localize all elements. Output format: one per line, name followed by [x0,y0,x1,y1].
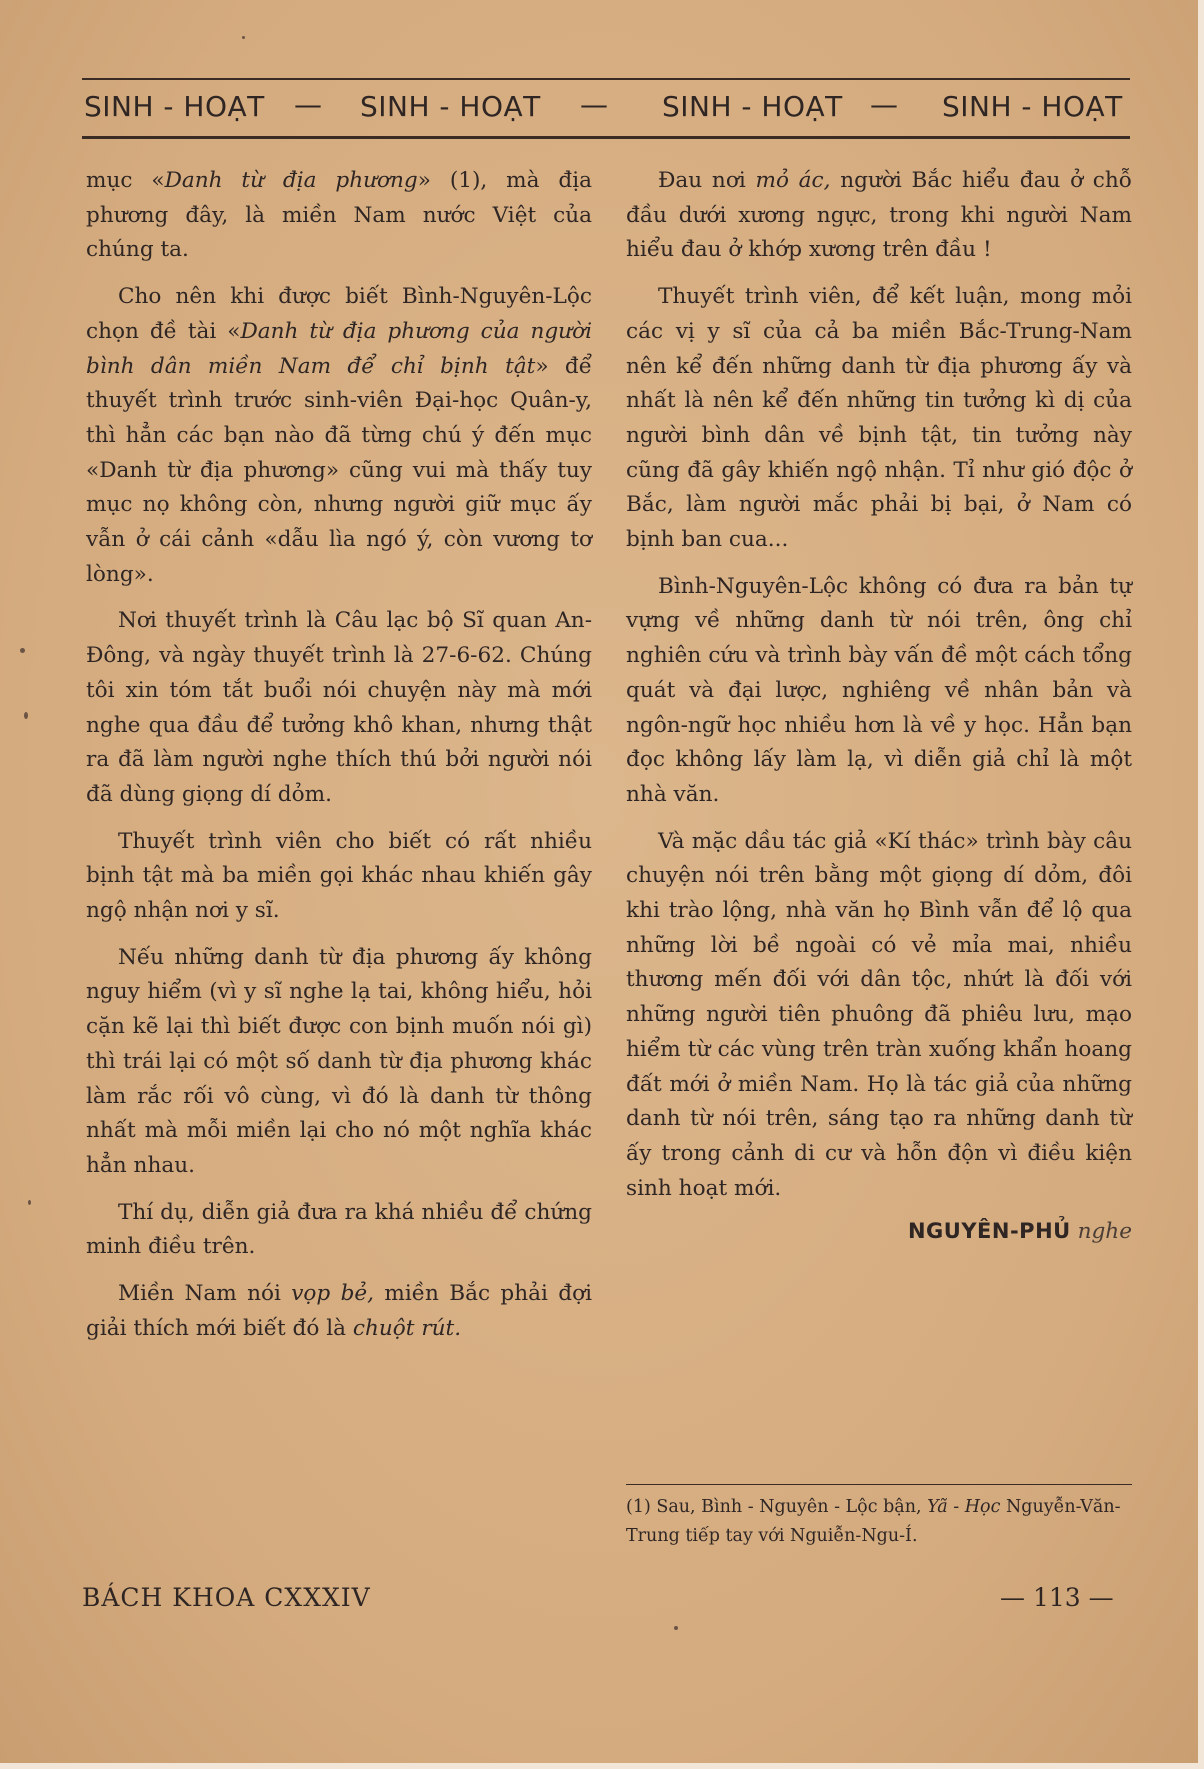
left-paragraph-5: Nếu những danh từ địa phương ấy không nguy hiểm (vì y sĩ nghe lạ tai, không hiểu, hỏi cặn kẽ lại thì biết được con bịnh muốn nói gì) thì trái lại có một số danh từ địa phương khác làm rắc rối vô cùng, vì đó là danh từ thông nhất mà mỗi miền lại cho nó một nghĩa khác hẳn nhau. [86,944,592,1178]
left-column [86,164,592,1359]
header-section-3: SINH - HOẠT [662,90,843,123]
right-paragraph-1 [626,164,1132,268]
publication-footer: BÁCH KHOA CXXXIV [82,1583,371,1612]
footnote-mark: (1) [626,1497,651,1517]
left-paragraph-4: Thuyết trình viên cho biết có rất nhiều bịnh tật mà ba miền gọi khác nhau khiến gây ngộ nhận nơi y sĩ. [86,828,592,924]
text-run: mục « [86,168,165,193]
right-column [626,164,1132,1250]
right-paragraph-3: Bình-Nguyên-Lộc không có đưa ra bản tự vựng về những danh từ nói trên, ông chỉ nghiên cứu và trình bày vấn đề một cách tổng quát và đại lược, nghiêng về nhân bản và ngôn-ngữ học nhiều hơn là về y học. Hẳn bạn đọc không lấy làm lạ, vì diễn giả chỉ là một nhà văn. [626,573,1132,807]
italic-term: Danh từ địa phương [164,168,418,193]
paper-speck [20,648,25,653]
right-paragraph-2: Thuyết trình viên, để kết luận, mong mỏi các vị y sĩ của cả ba miền Bắc-Trung-Nam nên kể đến những danh từ địa phương ấy và nhất là nên kể đến những tin tưởng kì dị của người bình dân về bịnh tật, tin tưởng này cũng đã gây khiến ngộ nhận. Tỉ như gió độc ở Bắc, làm người mắc phải bị bại, ở Nam có bịnh ban cua... [626,284,1132,553]
footnote-divider [626,1484,1132,1485]
text-run: Miền Nam nói [118,1281,292,1307]
author-signature [626,1214,1132,1250]
text-run: » để thuyết trình trước sinh-viên Đại-học Quân-y, thì hẳn các bạn nào đã từng chú ý đến mục «Danh từ địa phương» cũng vui mà thấy tuy mục nọ không còn, nhưng người giữ mục ấy vẫn ở cái cảnh «dẫu lìa ngó ý, còn vương tơ lòng». [86,353,592,587]
left-paragraph-6: Thí dụ, diễn giả đưa ra khá nhiều để chứng minh điều trên. [86,1199,592,1260]
header-section-2: SINH - HOẠT [360,90,541,123]
header-section-1: SINH - HOẠT [84,90,265,123]
italic-term: chuột rút. [352,1315,462,1341]
header-dash-3: — [870,88,899,121]
header-section-4: SINH - HOẠT [942,90,1123,123]
footnote-italic-name: Yã - Học [927,1497,1001,1517]
header-dash-2: — [580,88,609,121]
footnote-text: Nguyễn-Văn-Trung tiếp tay với Nguiễn-Ngu-Í. [626,1497,1121,1546]
text-run: miền Bắc phải đợi giải thích mới biết đó là [86,1281,592,1341]
author-verb: nghe [1077,1219,1132,1245]
header-dash-1: — [294,88,323,121]
italic-topic: Danh từ địa phương của người bình dân miền Nam để chỉ bịnh tật [86,318,592,379]
text-run: người Bắc hiểu đau ở chỗ đầu dưới xương ngực, trong khi người Nam hiểu đau ở khớp xương trên đầu ! [626,168,1132,263]
italic-term: vọp bẻ, [291,1281,375,1307]
right-paragraph-4: Và mặc dầu tác giả «Kí thác» trình bày câu chuyện nói trên bằng một giọng dí dỏm, đôi khi trào lộng, nhà văn họ Bình vẫn để lộ qua những lời bề ngoài có vẻ mỉa mai, nhiều thương mến đối với dân tộc, nhứt là đối với những người tiên phuông đã phiêu lưu, mạo hiểm từ các vùng trên tràn xuống khẩn hoang đất mới ở miền Nam. Họ là tác giả của những danh từ nói trên, sáng tạo ra những danh từ ấy trong cảnh di cư và hỗn độn vì điều kiện sinh hoạt mới. [626,828,1132,1201]
paper-speck [24,712,28,719]
italic-term: mỏ ác, [755,168,831,193]
left-paragraph-3: Nơi thuyết trình là Câu lạc bộ Sĩ quan An-Đông, và ngày thuyết trình là 27-6-62. Chúng tôi xin tóm tắt buổi nói chuyện này mà mới nghe qua đầu để tưởng khô khan, nhưng thật ra đã làm người nghe thích thú bởi người nói đã dùng giọng dí dỏm. [86,608,592,807]
left-paragraph-7 [86,1277,592,1346]
running-header [82,78,1130,139]
footnote [626,1493,1132,1551]
author-name: NGUYÊN-PHỦ [907,1219,1071,1244]
left-paragraph-2 [86,280,592,592]
paper-speck [674,1626,678,1630]
left-paragraph-1 [86,164,592,268]
text-run: » (1), mà địa phương đây, là miền Nam nước Việt của chúng ta. [86,168,592,263]
paper-speck [28,1200,31,1205]
paper-speck [242,36,245,39]
text-run: Cho nên khi được biết Bình-Nguyên-Lộc chọn đề tài « [86,284,592,344]
footnote-text: Sau, Bình - Nguyên - Lộc bận, [650,1497,928,1517]
text-run: Đau nơi [658,168,756,193]
page-number: — 113 — [1000,1583,1114,1612]
